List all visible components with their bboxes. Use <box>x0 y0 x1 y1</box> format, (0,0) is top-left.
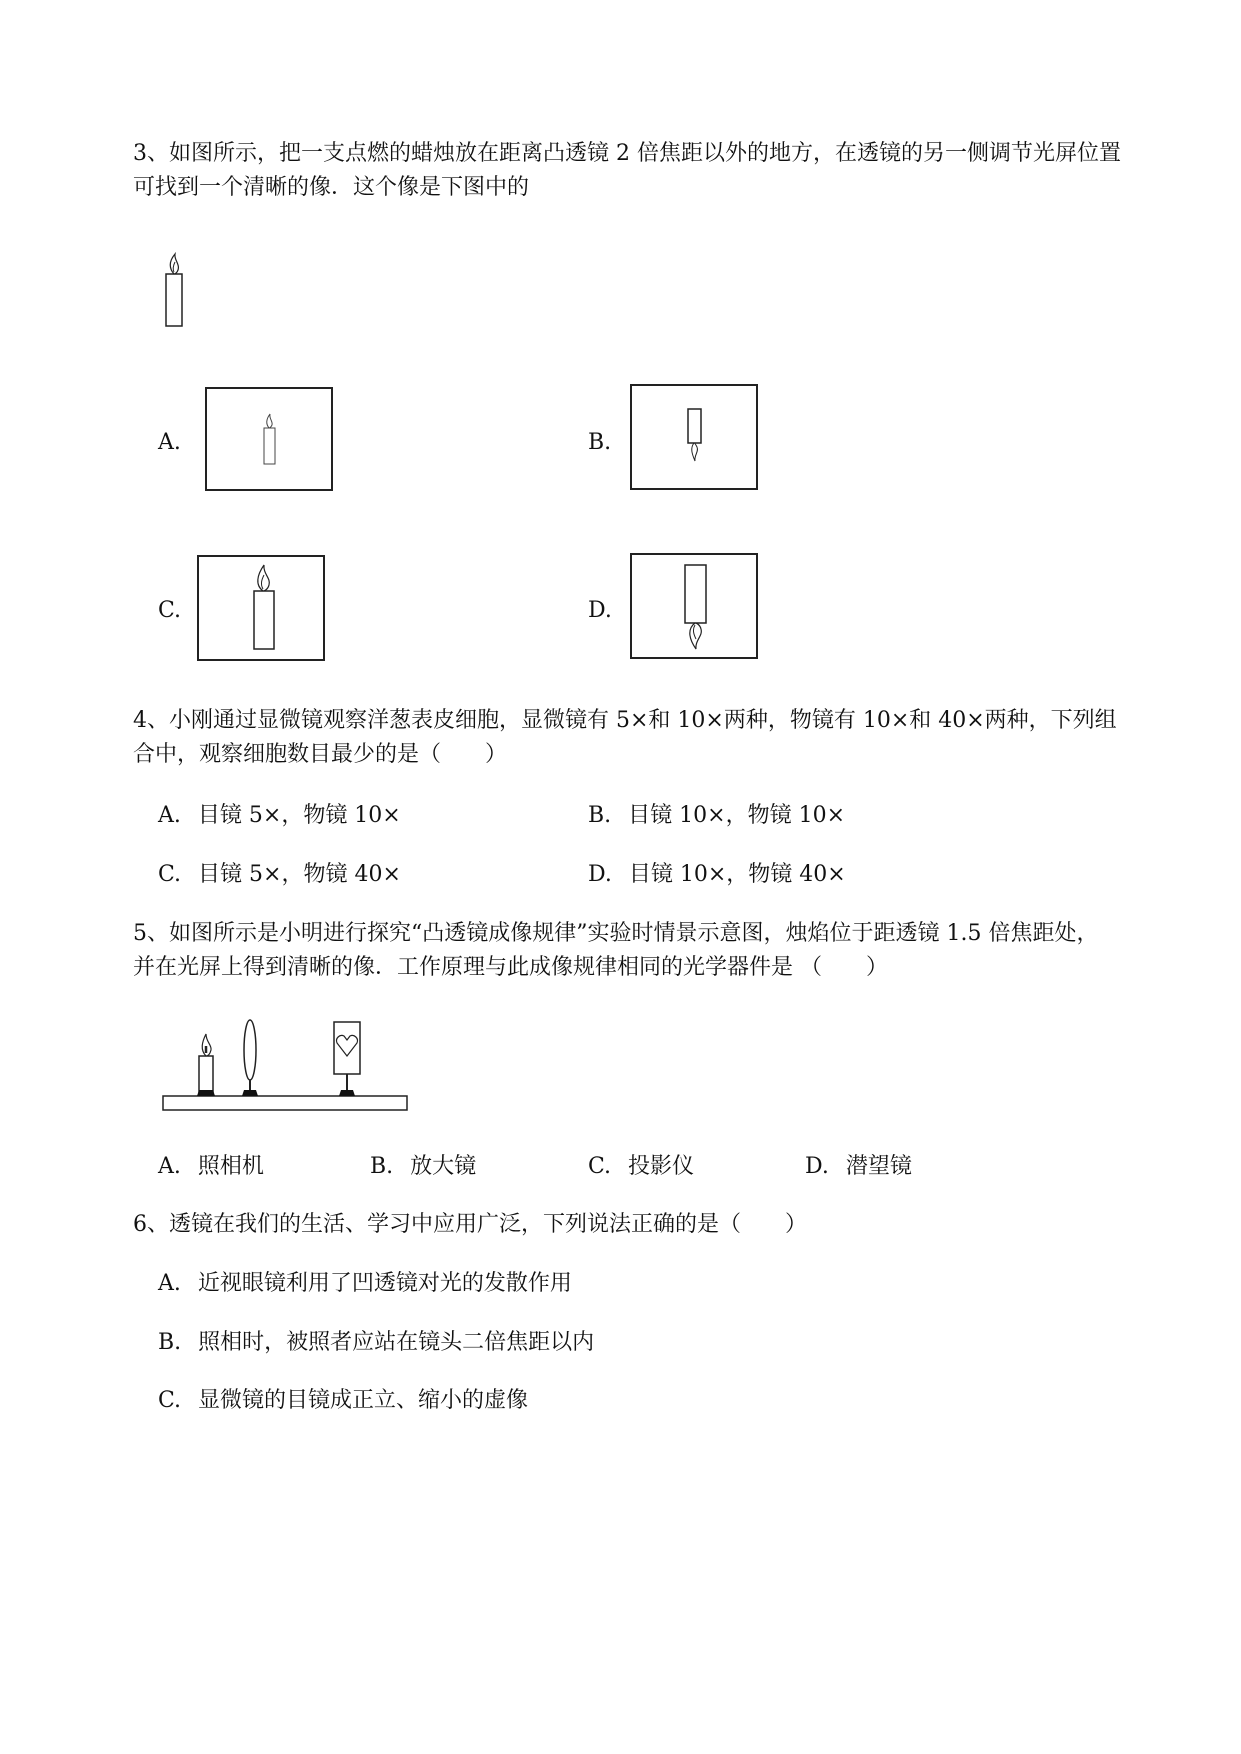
candle <box>199 1056 213 1094</box>
q4-stem-line2: 合中，观察细胞数目最少的是（ ） <box>133 742 508 767</box>
q4-option-b-text: 目镜 10×，物镜 10× <box>628 803 846 828</box>
q5-optical-bench-figure <box>162 1018 412 1114</box>
q4-option-a[interactable] <box>158 801 401 831</box>
q3-option-b-label: B. <box>588 430 612 455</box>
convex-lens <box>244 1020 256 1080</box>
q5-option-c[interactable] <box>588 1152 694 1182</box>
optical-bench-rail <box>163 1096 407 1110</box>
q5-option-a-label: A. <box>158 1154 181 1179</box>
q6-option-b-text: 照相时，被照者应站在镜头二倍焦距以内 <box>198 1330 595 1355</box>
q6-option-b-label: B. <box>158 1330 182 1355</box>
q3-option-c-label: C. <box>158 598 182 623</box>
q3-option-a-label: A. <box>158 430 181 455</box>
q6-option-b[interactable] <box>158 1328 594 1358</box>
q6-option-c-label: C. <box>158 1388 182 1413</box>
q3-option-d-label: D. <box>588 598 612 623</box>
q5-option-a-text: 照相机 <box>197 1154 264 1179</box>
q5-option-a[interactable] <box>158 1152 264 1182</box>
q3-option-b-image[interactable] <box>630 384 758 490</box>
q5-option-c-text: 投影仪 <box>628 1154 695 1179</box>
q5-option-d-text: 潜望镜 <box>845 1154 912 1179</box>
q4-option-d-label: D. <box>588 862 612 887</box>
q6-stem: 6、透镜在我们的生活、学习中应用广泛，下列说法正确的是（ ） <box>133 1212 807 1237</box>
q5-option-b-text: 放大镜 <box>410 1154 477 1179</box>
q3-stem-line2: 可找到一个清晰的像．这个像是下图中的 <box>133 175 530 200</box>
q5-option-b[interactable] <box>370 1152 476 1182</box>
q5-option-d[interactable] <box>805 1152 912 1182</box>
q4-option-d[interactable] <box>588 860 846 890</box>
q5-stem-line1: 5、如图所示是小明进行探究“凸透镜成像规律”实验时情景示意图，烛焰位于距透镜 1.5 倍焦距处， <box>133 921 1099 946</box>
q6-option-c[interactable] <box>158 1386 528 1416</box>
q4-option-d-text: 目镜 10×，物镜 40× <box>628 862 846 887</box>
q4-option-b[interactable] <box>588 801 845 831</box>
q5-option-d-label: D. <box>805 1154 829 1179</box>
q3-object-candle-figure <box>160 252 190 332</box>
q4-option-c-label: C. <box>158 862 182 887</box>
q4-stem-line1: 4、小刚通过显微镜观察洋葱表皮细胞，显微镜有 5×和 10×两种，物镜有 10×和 40×两种，下列组 <box>133 708 1117 733</box>
q6-option-a-text: 近视眼镜利用了凹透镜对光的发散作用 <box>197 1271 572 1296</box>
q3-stem-line1: 3、如图所示，把一支点燃的蜡烛放在距离凸透镜 2 倍焦距以外的地方，在透镜的另一侧调节光屏位置 <box>133 141 1121 166</box>
q6-option-a-label: A. <box>158 1271 181 1296</box>
q5-option-c-label: C. <box>588 1154 612 1179</box>
q3-option-d-image[interactable] <box>630 553 758 659</box>
q5-stem-line2: 并在光屏上得到清晰的像．工作原理与此成像规律相同的光学器件是 （ ） <box>133 955 888 980</box>
q4-option-a-text: 目镜 5×，物镜 10× <box>197 803 401 828</box>
q4-option-c-text: 目镜 5×，物镜 40× <box>198 862 401 887</box>
q3-option-a-image[interactable] <box>205 387 333 491</box>
q4-option-b-label: B. <box>588 803 612 828</box>
q4-option-c[interactable] <box>158 860 401 890</box>
q3-option-c-image[interactable] <box>197 555 325 661</box>
q6-option-c-text: 显微镜的目镜成正立、缩小的虚像 <box>198 1388 529 1413</box>
q5-option-b-label: B. <box>370 1154 394 1179</box>
q4-option-a-label: A. <box>158 803 181 828</box>
q6-option-a[interactable] <box>158 1269 572 1299</box>
